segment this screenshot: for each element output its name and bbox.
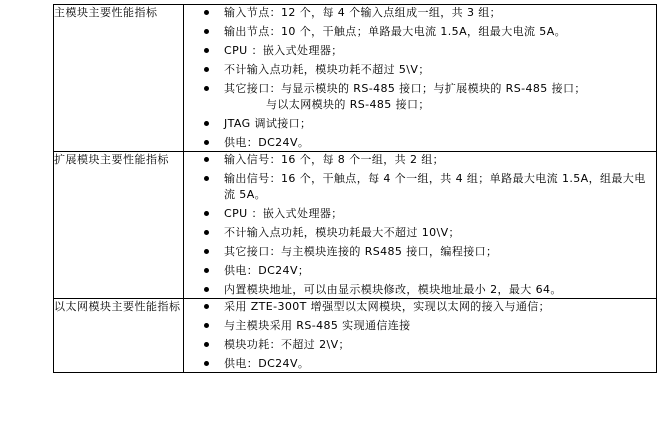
table-body [54,5,657,373]
list-item [184,43,656,59]
bullet-icon [204,140,209,145]
list-item [184,171,656,203]
list-item [184,135,656,151]
list-item [184,225,656,241]
row-items-cell [184,152,657,299]
list-item [184,152,656,168]
row-label-cell [54,299,184,373]
list-item-text: 输出信号：16 个，干触点，每 4 个一组，共 4 组；单路最大电流 1.5A，组最大电流 5A。 [224,172,646,201]
list-item-text: 输入节点：12 个，每 4 个输入点组成一组，共 3 组； [224,6,502,19]
bullet-icon [204,67,209,72]
list-item-text: 其它接口：与显示模块的 RS-485 接口；与扩展模块的 RS-485 接口； [224,82,586,95]
list-item-text: 模块功耗：不超过 2\V； [224,338,350,351]
list-item-text: 其它接口：与主模块连接的 RS485 接口，编程接口； [224,245,498,258]
list-item [184,282,656,298]
row-label-cell [54,152,184,299]
bullet-icon [204,211,209,216]
list-item-text: 供电：DC24V。 [224,357,310,370]
list-item-text: 采用 ZTE-300T 增强型以太网模块，实现以太网的接入与通信； [224,300,551,313]
bullet-icon [204,361,209,366]
row-label: 主模块主要性能指标 [54,6,158,19]
bullet-icon [204,342,209,347]
list-item [184,62,656,78]
list-item-text: 供电：DC24V。 [224,136,310,149]
spec-item-list [184,299,656,372]
list-item-text: 不计输入点功耗，模块功耗最大不超过 10\V； [224,226,460,239]
list-item [184,299,656,315]
list-item-text: 内置模块地址，可以由显示模块修改，模块地址最小 2，最大 64。 [224,283,562,296]
list-item [184,337,656,353]
spec-item-list [184,5,656,151]
list-item [184,356,656,372]
list-item-text: 供电：DC24V； [224,264,310,277]
list-item [184,24,656,40]
document-page [0,4,660,436]
table-row [54,5,657,152]
list-item-text: JTAG 调试接口； [224,117,312,130]
list-item-text: 不计输入点功耗，模块功耗不超过 5\V； [224,63,430,76]
list-item-text: 输出节点：10 个，干触点；单路最大电流 1.5A，组最大电流 5A。 [224,25,567,38]
list-item-continuation: 与以太网模块的 RS-485 接口； [266,98,430,111]
table-row [54,152,657,299]
bullet-icon [204,86,209,91]
bullet-icon [204,29,209,34]
list-item [184,244,656,260]
specification-table [53,4,657,373]
table-row [54,299,657,373]
row-label: 以太网模块主要性能指标 [54,300,181,313]
list-item-text: CPU ：嵌入式处理器； [224,44,343,57]
bullet-icon [204,176,209,181]
row-items-cell [184,299,657,373]
list-item [184,318,656,334]
list-item-text: 与主模块采用 RS-485 实现通信连接 [224,319,411,332]
row-label-cell [54,5,184,152]
list-item [184,116,656,132]
row-items-cell [184,5,657,152]
bullet-icon [204,121,209,126]
bullet-icon [204,10,209,15]
bullet-icon [204,48,209,53]
bullet-icon [204,249,209,254]
bullet-icon [204,287,209,292]
spec-item-list [184,152,656,298]
list-item [184,81,656,113]
bullet-icon [204,157,209,162]
list-item-text: 输入信号：16 个，每 8 个一组，共 2 组； [224,153,445,166]
bullet-icon [204,230,209,235]
bullet-icon [204,304,209,309]
list-item [184,263,656,279]
bullet-icon [204,268,209,273]
bullet-icon [204,323,209,328]
list-item [184,5,656,21]
list-item-text: CPU ：嵌入式处理器； [224,207,343,220]
list-item [184,206,656,222]
row-label: 扩展模块主要性能指标 [54,153,169,166]
